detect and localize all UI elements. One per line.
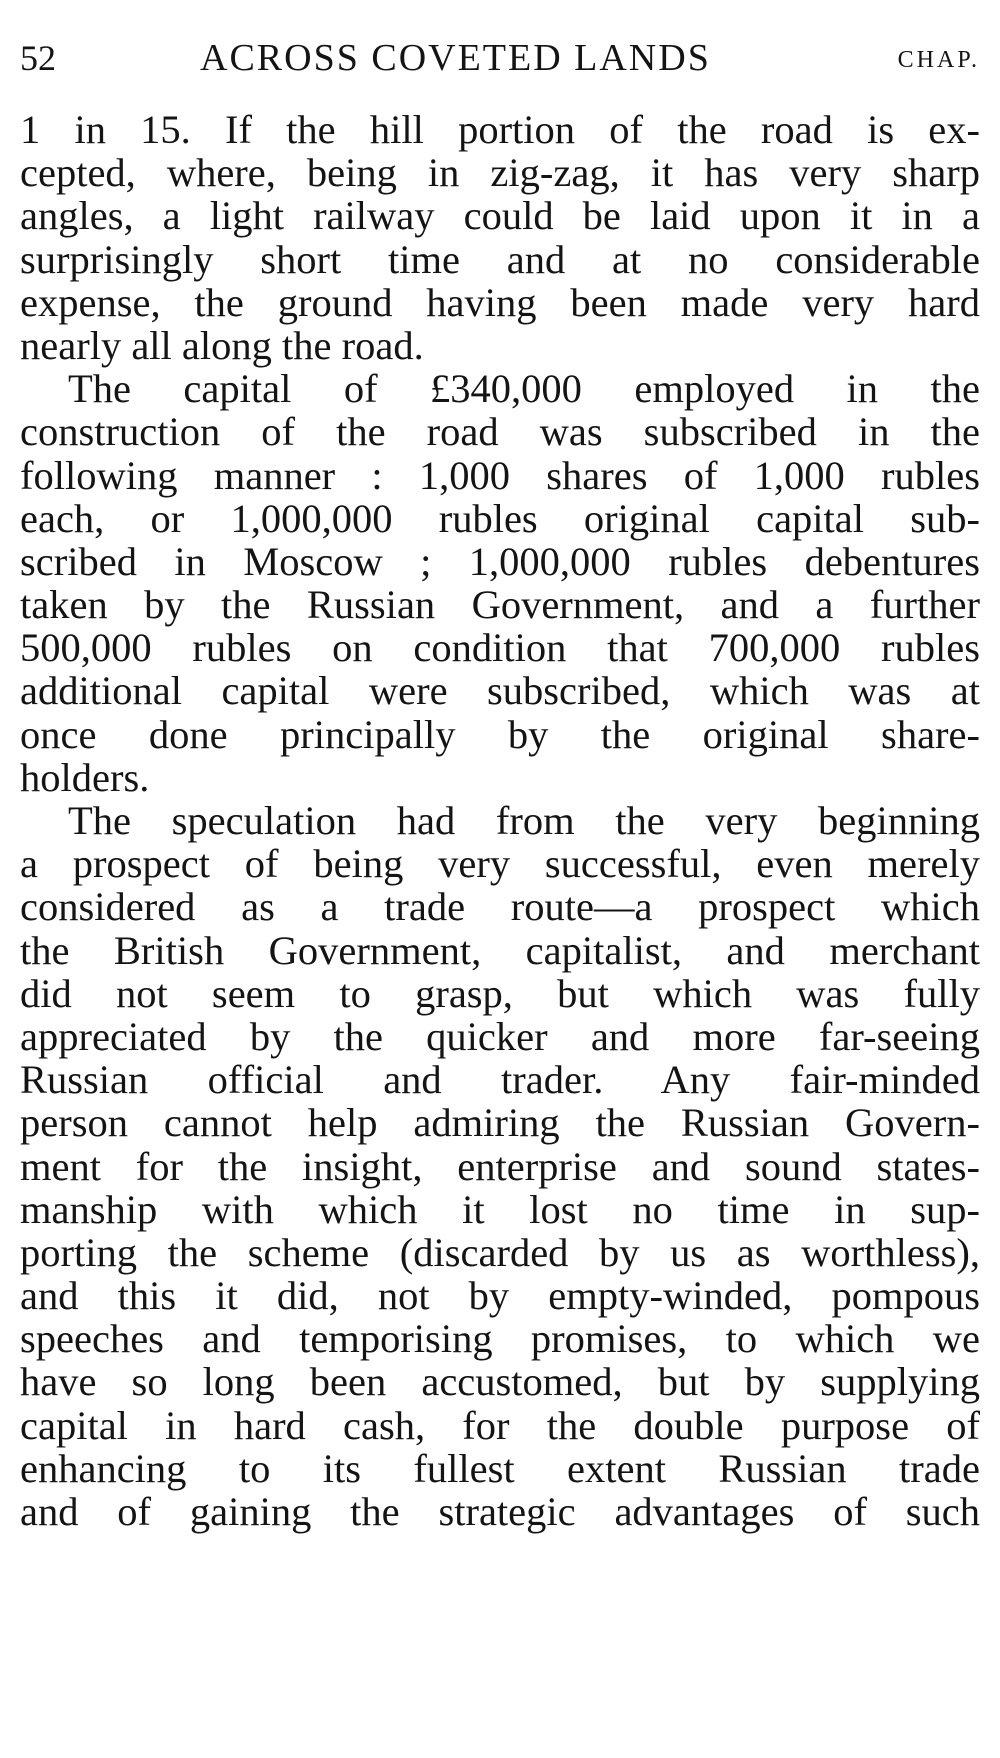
text-line: 1 in 15. If the hill portion of the road is ex- bbox=[20, 107, 980, 152]
text-line: once done principally by the original share- bbox=[20, 711, 980, 757]
text-line: porting the scheme (discarded by us as worthless), bbox=[20, 1229, 980, 1275]
chapter-mark: CHAP. bbox=[897, 47, 980, 73]
text-line: capital in hard cash, for the double purpose of bbox=[20, 1402, 980, 1448]
text-line: the British Government, capitalist, and merchant bbox=[20, 927, 980, 973]
body-text bbox=[20, 108, 980, 1533]
text-line: taken by the Russian Government, and a further bbox=[20, 582, 980, 628]
text-line: and of gaining the strategic advantages of such bbox=[20, 1489, 980, 1534]
text-line: enhancing to its fullest extent Russian trade bbox=[20, 1445, 980, 1491]
text-line: cepted, where, being in zig-zag, it has very sharp bbox=[20, 150, 980, 196]
text-line: additional capital were subscribed, which was at bbox=[20, 668, 980, 714]
text-line: holders. bbox=[20, 754, 150, 800]
text-line: scribed in Moscow ; 1,000,000 rubles debentures bbox=[20, 538, 980, 584]
text-line: each, or 1,000,000 rubles original capital sub- bbox=[20, 495, 980, 541]
text-line: manship with which it lost no time in sup- bbox=[20, 1186, 980, 1232]
text-line: a prospect of being very successful, even merely bbox=[20, 841, 980, 887]
text-line: Russian official and trader. Any fair-minded bbox=[20, 1057, 980, 1103]
book-page bbox=[20, 0, 980, 1758]
page-number: 52 bbox=[20, 38, 56, 78]
text-line: The speculation had from the very beginning bbox=[68, 798, 980, 843]
text-line: construction of the road was subscribed in the bbox=[20, 409, 980, 455]
text-line: speeches and temporising promises, to which we bbox=[20, 1316, 980, 1362]
paragraph-road-gradient bbox=[20, 108, 980, 367]
text-line: The capital of £340,000 employed in the bbox=[68, 366, 980, 412]
text-line: angles, a light railway could be laid upon it in a bbox=[20, 193, 980, 239]
text-line: 500,000 rubles on condition that 700,000 rubles bbox=[20, 625, 980, 671]
text-line: surprisingly short time and at no considerable bbox=[20, 236, 980, 282]
running-head bbox=[20, 28, 980, 88]
book-title: ACROSS COVETED LANDS bbox=[200, 37, 711, 79]
text-line: person cannot help admiring the Russian Govern- bbox=[20, 1100, 980, 1146]
text-line: have so long been accustomed, but by supplying bbox=[20, 1359, 980, 1405]
text-line: nearly all along the road. bbox=[20, 322, 424, 368]
paragraph-speculation bbox=[20, 799, 980, 1533]
text-line: following manner : 1,000 shares of 1,000 rubles bbox=[20, 452, 980, 498]
text-line: expense, the ground having been made very hard bbox=[20, 279, 980, 325]
text-line: and this it did, not by empty-winded, pompous bbox=[20, 1273, 980, 1319]
text-line: considered as a trade route—a prospect which bbox=[20, 884, 980, 930]
paragraph-capital bbox=[20, 367, 980, 799]
text-line: appreciated by the quicker and more far-seeing bbox=[20, 1013, 980, 1059]
text-line: did not seem to grasp, but which was fully bbox=[20, 970, 980, 1016]
text-line: ment for the insight, enterprise and sound states- bbox=[20, 1143, 980, 1189]
